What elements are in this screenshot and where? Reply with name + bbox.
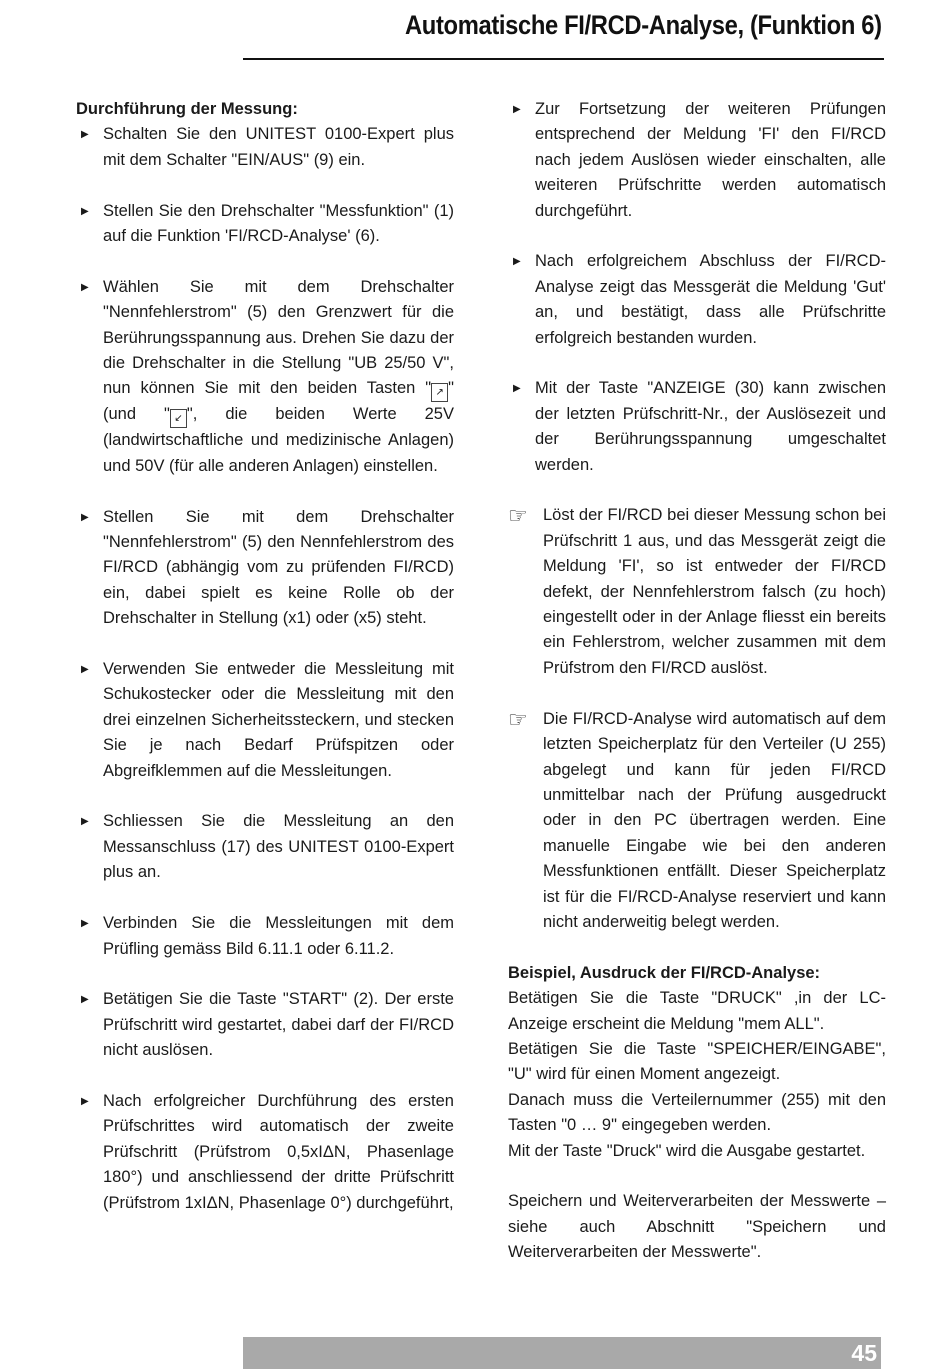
procedure-step	[508, 249, 886, 351]
example-line: Betätigen Sie die Taste "DRUCK" ,in der LC-Anzeige erscheint die Meldung "mem ALL".	[508, 989, 886, 1033]
procedure-step	[76, 657, 454, 784]
bullet-arrow-icon: ▶	[513, 383, 521, 395]
right-column	[508, 97, 886, 1266]
bullet-arrow-icon: ▶	[81, 994, 89, 1006]
pointing-hand-icon: ☞	[508, 503, 528, 529]
step-text: Nach erfolgreichem Abschluss der FI/RCD-Analyse zeigt das Messgerät die Meldung 'Gut' an, und bestätigt, dass alle Prüfschritte erfolgreich bestanden wurden.	[535, 252, 886, 347]
example-line: Mit der Taste "Druck" wird die Ausgabe gestartet.	[508, 1141, 866, 1160]
bullet-arrow-icon: ▶	[81, 816, 89, 828]
example-line: Danach muss die Verteilernummer (255) mit den Tasten "0 … 9" eingegeben werden.	[508, 1090, 886, 1135]
section-heading-example: Beispiel, Ausdruck der FI/RCD-Analyse:	[508, 963, 821, 982]
step-text: Nach erfolgreicher Durchführung des ersten Prüfschrittes wird automatisch der zweite Prüfschritt (Prüfstrom 0,5xIΔN, Phasenlage 180°) und anschliessend der dritte Prüfschritt (Prüfstrom 1xIΔN, Phasenlage 0°) durchgeführt,	[103, 1091, 454, 1212]
step-text: Schliessen Sie die Messleitung an den Messanschluss (17) des UNITEST 0100-Expert plus an.	[103, 812, 454, 882]
section-heading-procedure: Durchführung der Messung:	[76, 100, 298, 118]
bullet-arrow-icon: ▶	[513, 256, 521, 268]
step-text: Zur Fortsetzung der weiteren Prüfungen entsprechend der Meldung 'FI' den FI/RCD nach jedem Auslösen wieder einschalten, alle weiteren Prüfschritte werden automatisch durchgeführt.	[535, 100, 886, 220]
procedure-step	[76, 1089, 454, 1216]
note	[508, 707, 886, 936]
procedure-step	[76, 911, 454, 962]
note-text: Die FI/RCD-Analyse wird automatisch auf dem letzten Speicherplatz für den Verteiler (U 255) abgelegt und kann für jeden FI/RCD unmittelbar nach der Prüfung ausgedruckt oder in den PC übertragen werden. Eine manuelle Eingabe wie bei den anderen Messfunktionen entfällt. Dieser Speicherplatz ist für die FI/RCD-Analyse reserviert und kann nicht anderweitig belegt werden.	[543, 709, 886, 931]
bullet-arrow-icon: ▶	[81, 129, 89, 141]
bullet-arrow-icon: ▶	[81, 205, 89, 217]
step-text: Mit der Taste "ANZEIGE (30) kann zwischen der letzten Prüfschritt-Nr., der Auslösezeit und der Berührungsspannung umgeschaltet werden.	[535, 379, 886, 474]
title-rule	[243, 58, 884, 60]
note	[508, 503, 886, 681]
example-line: Betätigen Sie die Taste "SPEICHER/EINGABE", "U" wird für einen Moment angezeigt.	[508, 1039, 886, 1084]
step-text: " (und "	[103, 379, 454, 424]
procedure-step	[76, 505, 454, 632]
left-column	[76, 97, 454, 1241]
spacer	[508, 1164, 886, 1189]
procedure-step	[76, 275, 454, 479]
step-text: Schalten Sie den UNITEST 0100-Expert plus mit dem Schalter "EIN/AUS" (9) ein.	[103, 125, 454, 169]
bullet-arrow-icon: ▶	[81, 281, 89, 293]
step-text: Stellen Sie den Drehschalter "Messfunktion" (1) auf die Funktion 'FI/RCD-Analyse' (6).	[103, 201, 454, 246]
pointing-hand-icon: ☞	[508, 706, 528, 732]
footer-bar	[243, 1337, 881, 1369]
step-text: ", die beiden Werte 25V (landwirtschaftliche und medizinische Anlagen) und 50V (für alle anderen Anlagen) einstellen.	[103, 405, 454, 475]
closing-text: Speichern und Weiterverarbeiten der Messwerte – siehe auch Abschnitt "Speichern und Weiterverarbeiten der Messwerte".	[508, 1192, 886, 1262]
page-title: Automatische FI/RCD-Analyse, (Funktion 6)	[405, 10, 882, 40]
procedure-step	[508, 97, 886, 224]
up-arrow-key-icon: ↗	[431, 383, 448, 402]
procedure-step	[76, 122, 454, 173]
bullet-arrow-icon: ▶	[81, 664, 89, 676]
step-text: Wählen Sie mit dem Drehschalter "Nennfehlerstrom" (5) den Grenzwert für die Berührungsspannung aus. Drehen Sie dazu der die Drehschalter in die Stellung "UB 25/50 V", nun können Sie mit den beiden Tasten "	[103, 277, 454, 398]
bullet-arrow-icon: ▶	[513, 104, 521, 115]
page-number: 45	[851, 1340, 877, 1366]
step-text: Verbinden Sie die Messleitungen mit dem Prüfling gemäss Bild 6.11.1 oder 6.11.2.	[103, 914, 454, 958]
procedure-step	[508, 376, 886, 478]
down-arrow-key-icon: ↙	[170, 409, 187, 428]
bullet-arrow-icon: ▶	[81, 511, 89, 523]
bullet-arrow-icon: ▶	[81, 1095, 89, 1107]
step-text: Betätigen Sie die Taste "START" (2). Der erste Prüfschritt wird gestartet, dabei darf der FI/RCD nicht auslösen.	[103, 990, 454, 1060]
procedure-step	[76, 987, 454, 1063]
step-text: Stellen Sie mit dem Drehschalter "Nennfehlerstrom" (5) den Nennfehlerstrom des FI/RCD (abhängig vom zu prüfenden FI/RCD) ein, dabei spielt es keine Rolle ob der Drehschalter in Stellung (x1) oder (x5) steht.	[103, 507, 454, 628]
step-text: Verwenden Sie entweder die Messleitung mit Schukostecker oder die Messleitung mit den drei einzelnen Sicherheitssteckern, und stecken Sie je nach Bedarf Prüfspitzen oder Abgreifklemmen auf die Messleitungen.	[103, 660, 454, 780]
bullet-arrow-icon: ▶	[81, 918, 89, 930]
procedure-step	[76, 199, 454, 250]
procedure-step	[76, 809, 454, 885]
note-text: Löst der FI/RCD bei dieser Messung schon bei Prüfschritt 1 aus, und das Messgerät zeigt die Meldung 'FI', so ist entweder der FI/RCD defekt, der Nennfehlerstrom falsch (zu hoch) eingestellt oder in der Anlage fliesst ein bereits ein Fehlerstrom, welcher zusammen mit dem Prüfstrom den FI/RCD auslöst.	[543, 506, 886, 677]
